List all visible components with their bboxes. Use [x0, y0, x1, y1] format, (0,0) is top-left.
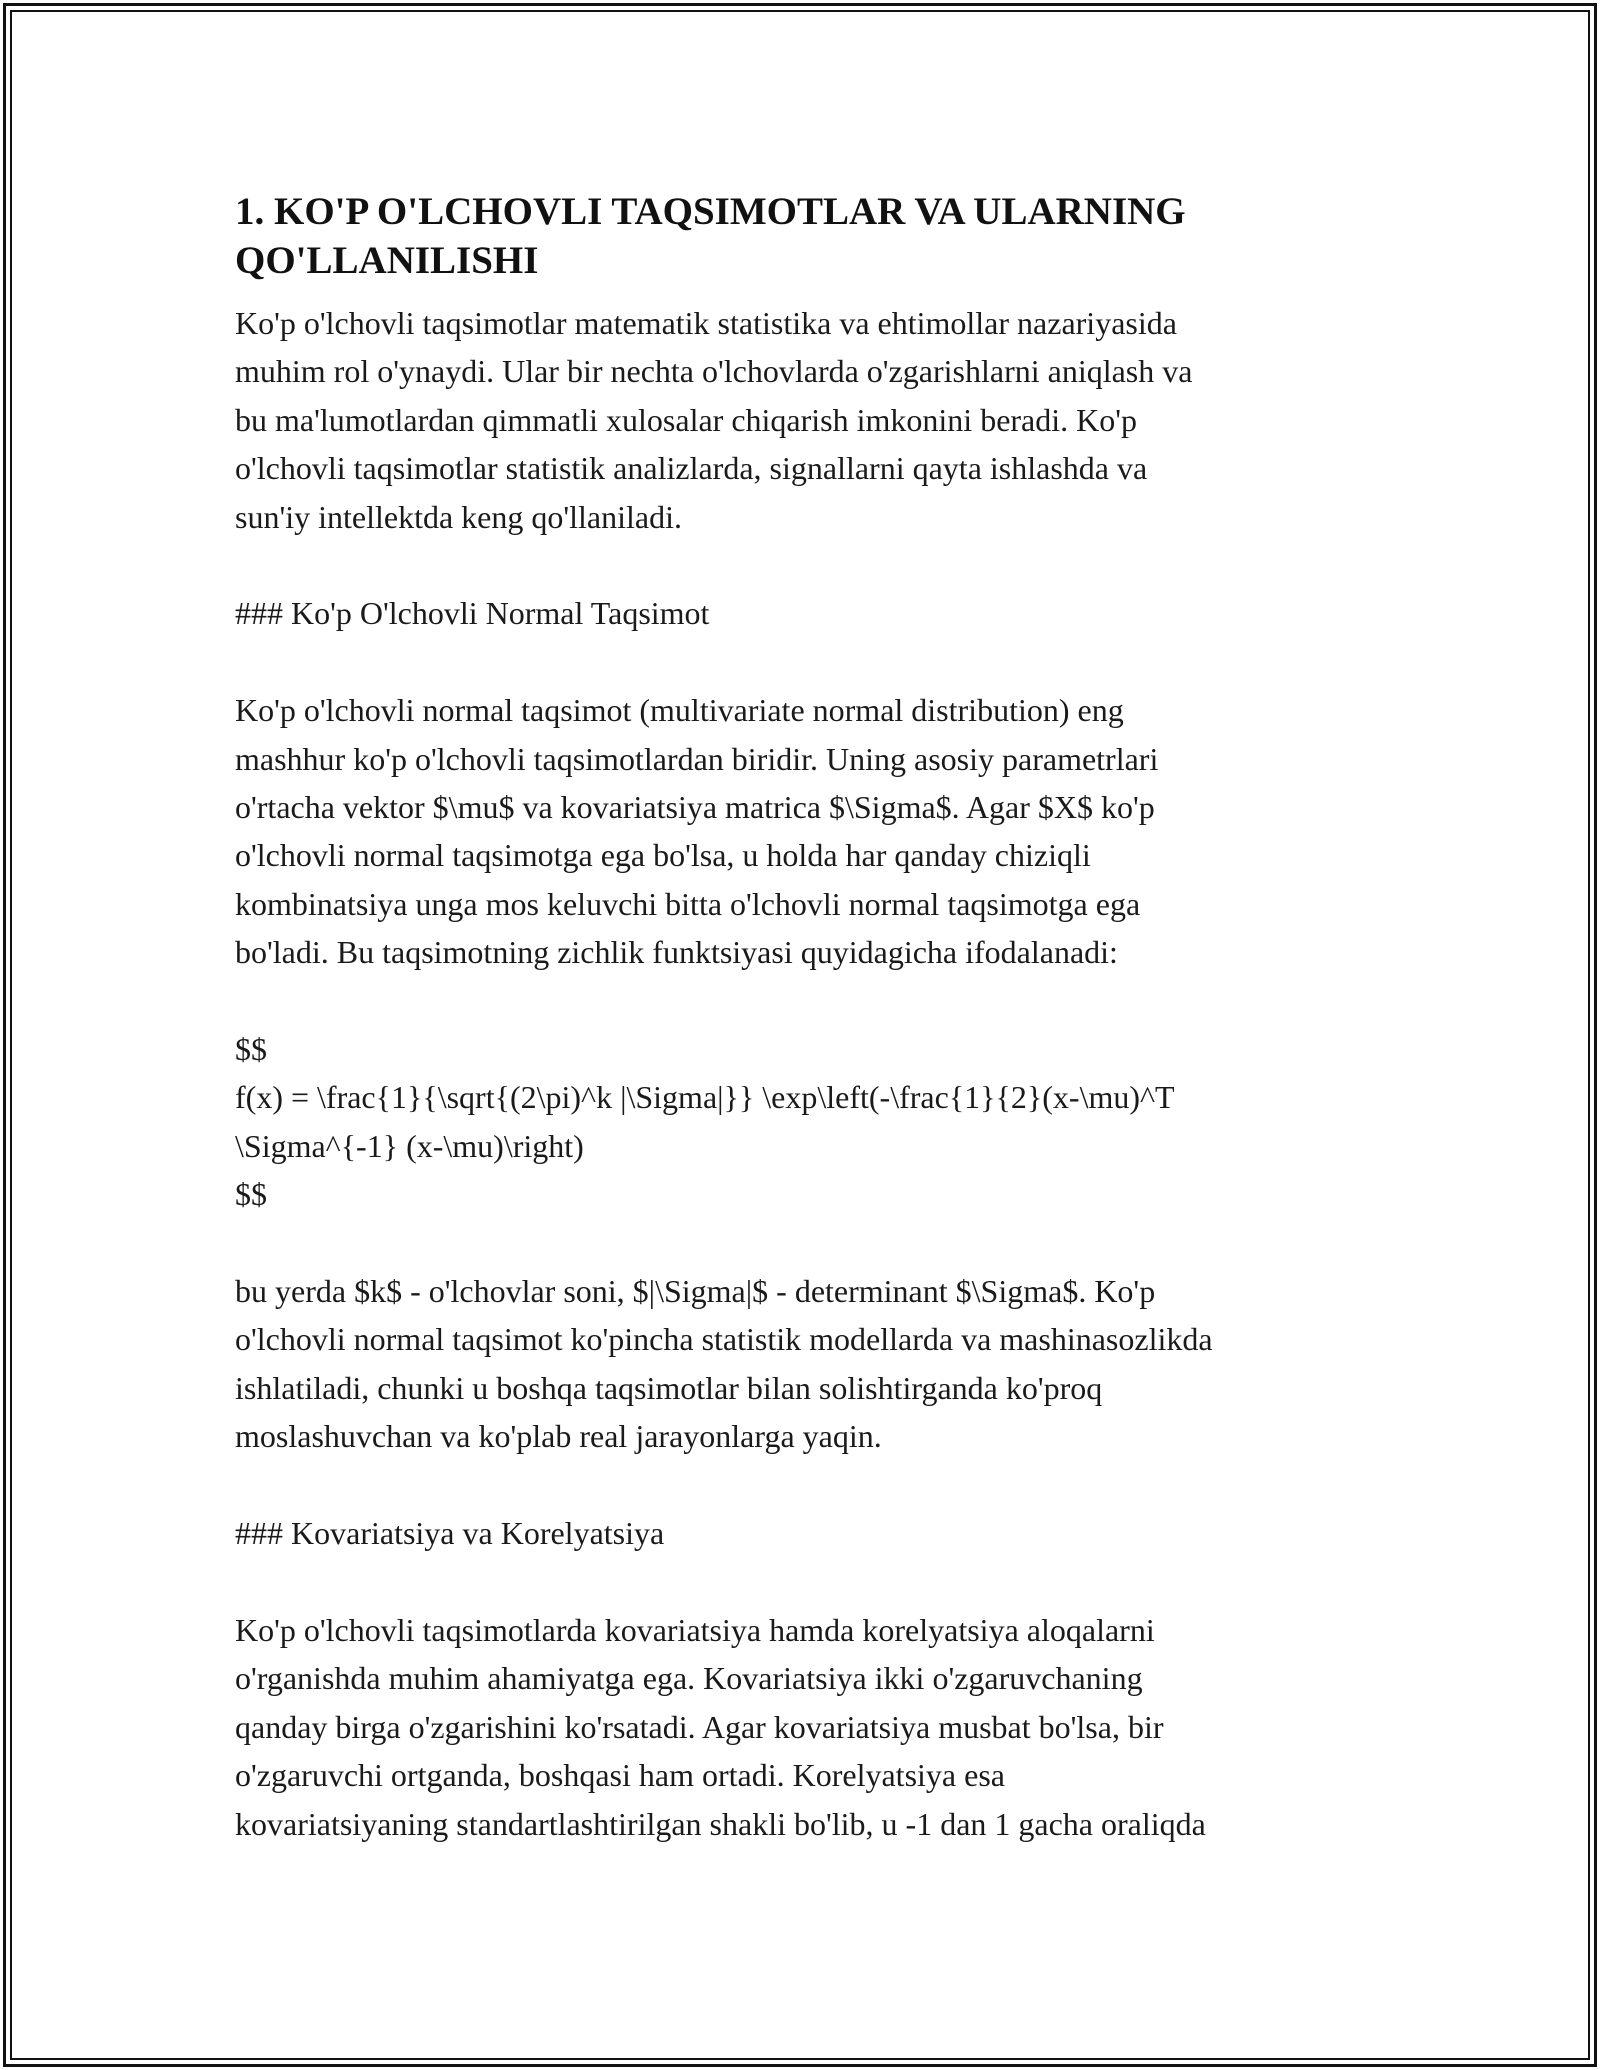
blank-line [235, 1219, 1375, 1267]
body-text-line: \Sigma^{-1} (x-\mu)\right) [235, 1127, 584, 1164]
title-line: QO'LLANILISHI [235, 239, 539, 282]
document-title [235, 187, 1375, 285]
body-text-line: kombinatsiya unga mos keluvchi bitta o'lchovli normal taqsimotga ega [235, 885, 1141, 922]
body-text-line: $$ [235, 1031, 267, 1068]
body-text-line: bo'ladi. Bu taqsimotning zichlik funktsiyasi quyidagicha ifodalanadi: [235, 934, 1118, 971]
body-text-line: o'lchovli taqsimotlar statistik analizlarda, signallarni qayta ishlashda va [235, 450, 1148, 487]
blank-line [235, 541, 1375, 589]
body-text-line: o'lchovli normal taqsimotga ega bo'lsa, u holda har qanday chiziqli [235, 837, 1091, 874]
body-text-line: bu ma'lumotlardan qimmatli xulosalar chiqarish imkonini beradi. Ko'p [235, 401, 1138, 438]
body-text-line: sun'iy intellektda keng qo'llaniladi. [235, 498, 682, 535]
section-heading: ### Kovariatsiya va Korelyatsiya [235, 1515, 665, 1552]
blank-line [235, 1557, 1375, 1605]
section-heading: ### Ko'p O'lchovli Normal Taqsimot [235, 595, 710, 632]
blank-line [235, 1461, 1375, 1509]
body-text-line: bu yerda $k$ - o'lchovlar soni, $|\Sigma|$ - determinant $\Sigma$. Ko'p [235, 1273, 1156, 1310]
blank-line [235, 977, 1375, 1025]
blank-line [235, 638, 1375, 686]
body-text-line: f(x) = \frac{1}{\sqrt{(2\pi)^k |\Sigma|}} \exp\left(-\frac{1}{2}(x-\mu)^T [235, 1079, 1175, 1116]
body-text-line: o'lchovli normal taqsimot ko'pincha statistik modellarda va mashinasozlikda [235, 1321, 1213, 1358]
body-text-line: o'zgaruvchi ortganda, boshqasi ham ortadi. Korelyatsiya esa [235, 1757, 1005, 1794]
body-text-line: Ko'p o'lchovli taqsimotlar matematik statistika va ehtimollar nazariyasida [235, 305, 1177, 341]
title-line: 1. KO'P O'LCHOVLI TAQSIMOTLAR VA ULARNING [235, 190, 1186, 233]
body-text-line: $$ [235, 1176, 267, 1213]
body-text-line: muhim rol o'ynaydi. Ular bir nechta o'lchovlarda o'zgarishlarni aniqlash va [235, 353, 1193, 390]
body-text-line: mashhur ko'p o'lchovli taqsimotlardan biridir. Uning asosiy parametrlari [235, 740, 1159, 777]
body-text-line: o'rtacha vektor $\mu$ va kovariatsiya matrica $\Sigma$. Agar $X$ ko'p [235, 789, 1155, 826]
document-body [235, 299, 1375, 1848]
document-content [235, 187, 1375, 1848]
body-text-line: qanday birga o'zgarishini ko'rsatadi. Agar kovariatsiya musbat bo'lsa, bir [235, 1708, 1164, 1745]
body-text-line: o'rganishda muhim ahamiyatga ega. Kovariatsiya ikki o'zgaruvchaning [235, 1660, 1143, 1697]
body-text-line: kovariatsiyaning standartlashtirilgan shakli bo'lib, u -1 dan 1 gacha oraliqda [235, 1805, 1206, 1842]
body-text-line: Ko'p o'lchovli normal taqsimot (multivariate normal distribution) eng [235, 692, 1124, 729]
body-text-line: moslashuvchan va ko'plab real jarayonlarga yaqin. [235, 1418, 882, 1455]
body-text-line: Ko'p o'lchovli taqsimotlarda kovariatsiya hamda korelyatsiya aloqalarni [235, 1611, 1155, 1648]
body-text-line: ishlatiladi, chunki u boshqa taqsimotlar bilan solishtirganda ko'proq [235, 1369, 1103, 1406]
